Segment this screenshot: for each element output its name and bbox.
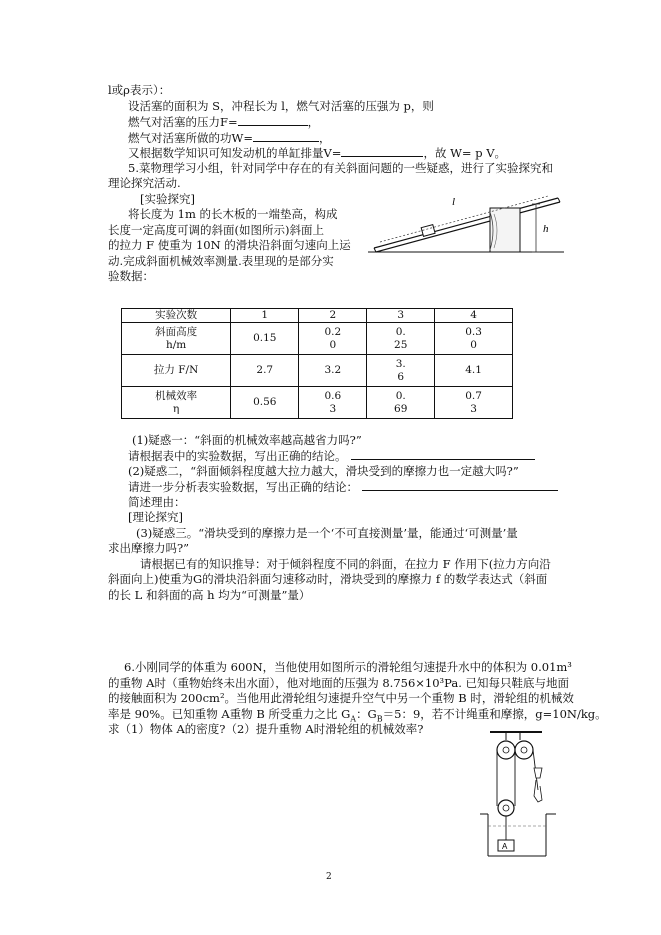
answer-blank-pressure-force[interactable] bbox=[238, 114, 308, 126]
page-number: 2 bbox=[326, 872, 332, 882]
line-3-end: ， bbox=[307, 115, 320, 129]
problem-6-line-3: 的接触面积为 200cm²。当他用此滑轮组匀速提升空气中另一个重物 B 时，滑轮组的机械效 bbox=[108, 691, 574, 705]
pulley-figure bbox=[476, 728, 560, 860]
question-2-prompt bbox=[128, 479, 558, 494]
question-1-prompt bbox=[128, 448, 535, 463]
table-row bbox=[122, 355, 513, 387]
text-line-6: 5.菜物理学习小组，针对同学中存在的有关斜面问题的一些疑惑，进行了实验探究和 bbox=[128, 161, 553, 175]
table-cell: 0.7 3 bbox=[435, 387, 513, 419]
text-line-7: 理论探究活动. bbox=[108, 176, 181, 190]
problem-6-line-5: 求（1）物体 A的密度?（2）提升重物 A时滑轮组的机械效率? bbox=[108, 722, 424, 736]
section-theory: [理论探究] bbox=[128, 510, 183, 524]
table-row bbox=[122, 387, 513, 419]
incline-board bbox=[374, 198, 558, 248]
q1-prompt-text: 请根据表中的实验数据，写出正确的结论。 bbox=[128, 449, 347, 463]
p4-text: 率是 90%。已知重物 A重物 B 所受重力之比 G bbox=[108, 707, 351, 721]
header-cell: 4 bbox=[435, 309, 513, 323]
answer-blank-volume[interactable] bbox=[341, 145, 423, 157]
question-2-reason: 简述理由： bbox=[128, 495, 186, 509]
text-line-1: l或ρ表示）： bbox=[108, 83, 171, 97]
text-line-9: 将长度为 1m 的长木板的一端垫高，构成 bbox=[128, 207, 338, 221]
header-cell: 3 bbox=[367, 309, 435, 323]
question-3-line-3: 请根据已有的知识推导：对于倾斜程度不同的斜面，在拉力 F 作用下(拉力方向沿 bbox=[140, 557, 551, 571]
text-line-2: 设活塞的面积为 S，冲程长为 l，燃气对活塞的压强为 p，则 bbox=[128, 99, 434, 113]
incline-figure bbox=[366, 190, 566, 262]
table-cell: 0.3 0 bbox=[435, 323, 513, 355]
fixed-pulley-left bbox=[497, 741, 515, 759]
problem-6-line-1: 6.小刚同学的体重为 600N，当他使用如图所示的滑轮组匀速提升水中的体积为 0.01m³ bbox=[124, 660, 572, 674]
text-line-13: 验数据： bbox=[108, 269, 154, 283]
table-cell: 2.7 bbox=[231, 355, 299, 387]
table-header-row bbox=[122, 309, 513, 323]
header-cell: 1 bbox=[231, 309, 299, 323]
table-cell: 3. 6 bbox=[367, 355, 435, 387]
p4-mid: ：G bbox=[356, 707, 377, 721]
line-5-text: 又根据数学知识可知发动机的单缸排量V= bbox=[128, 146, 342, 160]
question-3-line-2: 求出摩擦力吗?” bbox=[108, 541, 190, 555]
question-3-line-5: 的长 L 和斜面的高 h 均为“可测量”量） bbox=[108, 588, 311, 602]
fixed-pulley-right bbox=[515, 741, 533, 759]
table-row bbox=[122, 323, 513, 355]
answer-blank-work[interactable] bbox=[253, 130, 319, 142]
header-cell: 2 bbox=[299, 309, 367, 323]
question-2: (2)疑惑二，“斜面倾斜程度越大拉力越大，滑块受到的摩擦力也一定越大吗?” bbox=[128, 464, 519, 478]
question-3: (3)疑惑三。“滑块受到的摩擦力是一个‘不可直接测量’量，能通过‘可测量’量 bbox=[136, 526, 518, 540]
incline-board-bottom bbox=[376, 202, 560, 252]
person-figure bbox=[534, 780, 542, 802]
label-l: l bbox=[452, 196, 456, 208]
section-experiment: [实验探究] bbox=[140, 192, 195, 206]
table-cell: 3.2 bbox=[299, 355, 367, 387]
subscript-a: A bbox=[350, 714, 357, 724]
text-line-3 bbox=[128, 114, 319, 129]
person-hand bbox=[534, 768, 542, 778]
text-line-4 bbox=[128, 130, 330, 145]
text-line-11: 的拉力 F 使重为 10N 的滑块沿斜面匀速向上运 bbox=[108, 238, 351, 252]
problem-6-line-2: 的重物 A时（重物始终未出水面），他对地面的压强为 8.756×10³Pa. 已知每只鞋底与地面 bbox=[108, 676, 570, 690]
line-4-text: 燃气对活塞所做的功W= bbox=[128, 131, 253, 145]
question-3-line-4: 斜面向上)使重为G的滑块沿斜面匀速移动时，滑块受到的摩擦力 f 的数学表达式（斜面 bbox=[108, 572, 548, 586]
table-cell: 0. 69 bbox=[367, 387, 435, 419]
table-cell: 0.15 bbox=[231, 323, 299, 355]
table-cell: 0. 25 bbox=[367, 323, 435, 355]
text-line-5 bbox=[128, 145, 506, 160]
table-cell: 0.2 0 bbox=[299, 323, 367, 355]
label-h: h bbox=[543, 223, 549, 235]
header-cell: 实验次数 bbox=[122, 309, 231, 323]
table-cell: 0.6 3 bbox=[299, 387, 367, 419]
row-label: 机械效率 η bbox=[122, 387, 231, 419]
answer-blank-q1[interactable] bbox=[351, 448, 535, 460]
label-a: A bbox=[502, 842, 508, 851]
q2-prompt-text: 请进一步分析表实验数据，写出正确的结论： bbox=[128, 480, 358, 494]
text-line-12: 动.完成斜面机械效率测量.表里现的是部分实 bbox=[108, 254, 334, 268]
table-cell: 0.56 bbox=[231, 387, 299, 419]
table-cell: 4.1 bbox=[435, 355, 513, 387]
question-1: (1)疑惑一：“斜面的机械效率越高越省力吗?” bbox=[132, 433, 362, 447]
p4-end: ＝5：9，若不计绳重和摩擦，g=10N/kg。 bbox=[382, 707, 607, 721]
experiment-table bbox=[121, 308, 513, 419]
row-label: 斜面高度 h/m bbox=[122, 323, 231, 355]
subscript-b: B bbox=[376, 714, 383, 724]
line-4-end: ， bbox=[318, 131, 331, 145]
line-5-end: ，故 W= p V。 bbox=[423, 146, 507, 160]
movable-pulley bbox=[498, 800, 514, 816]
text-line-10: 长度一定高度可调的斜面(如图所示)斜面上 bbox=[108, 223, 324, 237]
answer-blank-q2[interactable] bbox=[362, 479, 558, 491]
row-label: 拉力 F/N bbox=[122, 355, 231, 387]
line-3-text: 燃气对活塞的压力F= bbox=[128, 115, 238, 129]
